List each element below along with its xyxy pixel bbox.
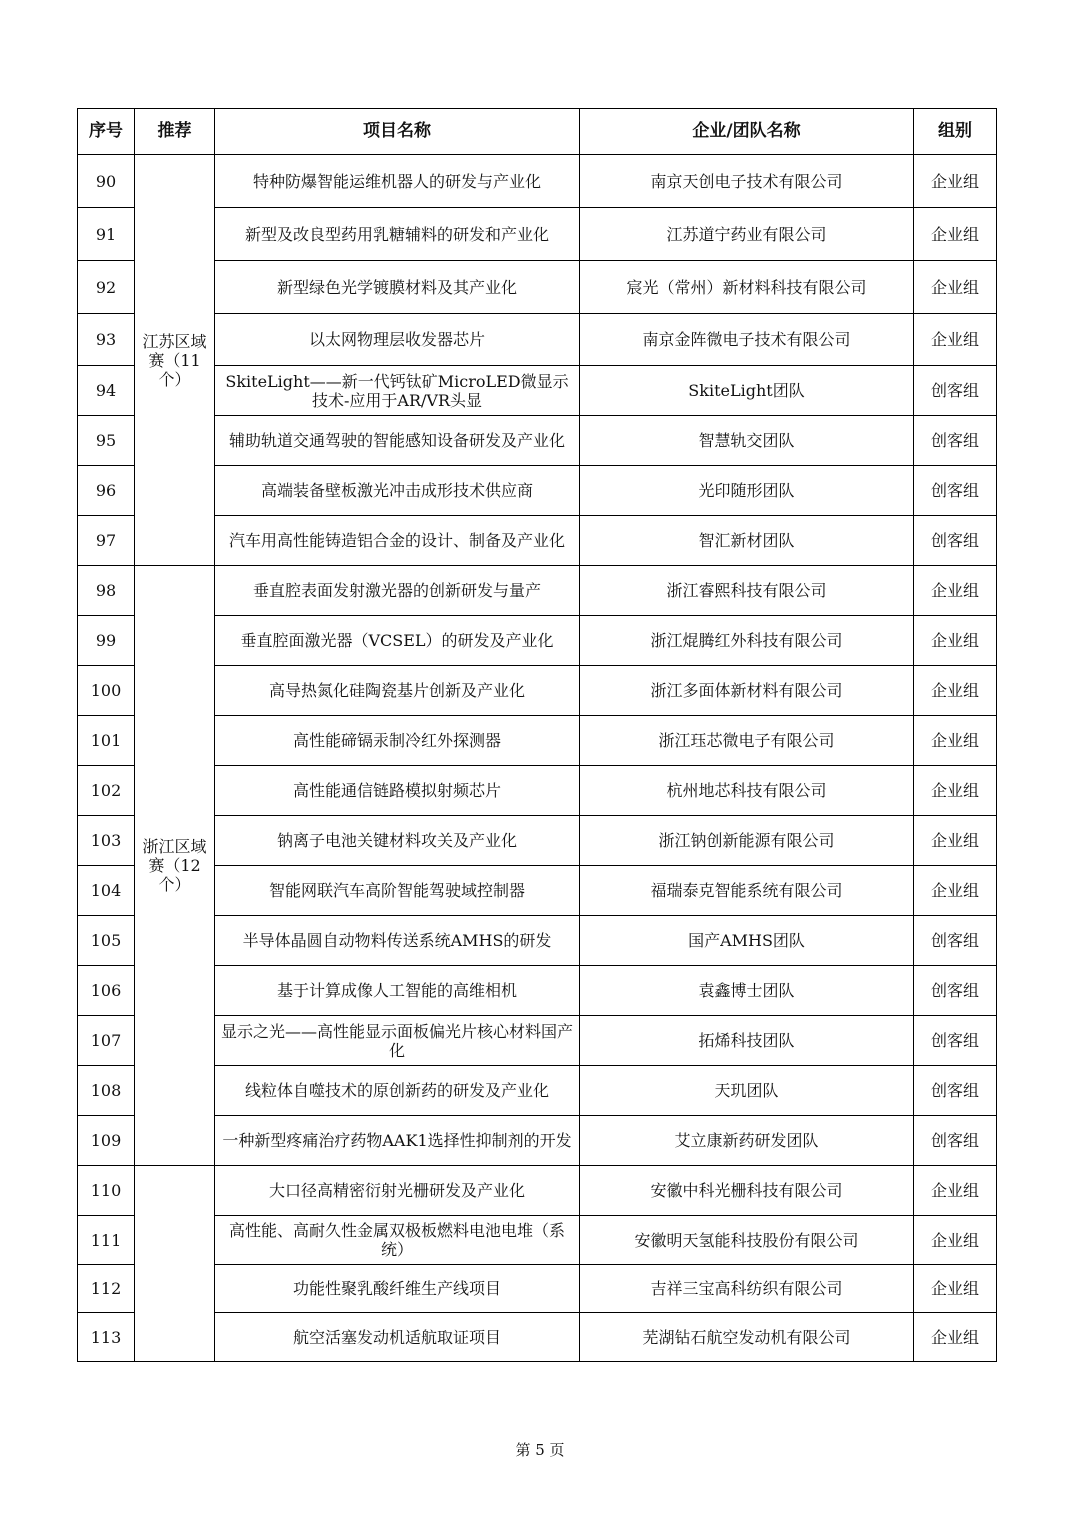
row-group: 创客组 xyxy=(914,416,997,466)
row-no: 95 xyxy=(78,416,135,466)
row-no: 107 xyxy=(78,1016,135,1066)
row-group: 企业组 xyxy=(914,1166,997,1216)
table-row xyxy=(78,1265,997,1313)
row-group: 创客组 xyxy=(914,966,997,1016)
row-no: 106 xyxy=(78,966,135,1016)
row-company: 安徽中科光栅科技有限公司 xyxy=(580,1166,914,1216)
row-group: 企业组 xyxy=(914,766,997,816)
header-company: 企业/团队名称 xyxy=(580,109,914,155)
row-company: 智慧轨交团队 xyxy=(580,416,914,466)
row-no: 94 xyxy=(78,366,135,416)
row-group: 企业组 xyxy=(914,1216,997,1265)
table-row xyxy=(78,314,997,366)
row-no: 90 xyxy=(78,155,135,208)
row-project: 高导热氮化硅陶瓷基片创新及产业化 xyxy=(215,666,580,716)
row-project: 高性能碲镉汞制冷红外探测器 xyxy=(215,716,580,766)
table-row xyxy=(78,766,997,816)
row-project: 大口径高精密衍射光栅研发及产业化 xyxy=(215,1166,580,1216)
table-row xyxy=(78,916,997,966)
row-project: 新型及改良型药用乳糖辅料的研发和产业化 xyxy=(215,208,580,261)
row-project: 基于计算成像人工智能的高维相机 xyxy=(215,966,580,1016)
row-no: 101 xyxy=(78,716,135,766)
header-recommend: 推荐 xyxy=(135,109,215,155)
table-row xyxy=(78,866,997,916)
row-company: 吉祥三宝高科纺织有限公司 xyxy=(580,1265,914,1313)
row-no: 100 xyxy=(78,666,135,716)
row-group: 企业组 xyxy=(914,616,997,666)
row-no: 98 xyxy=(78,566,135,616)
project-table xyxy=(77,108,997,1362)
row-company: SkiteLight团队 xyxy=(580,366,914,416)
row-project: 新型绿色光学镀膜材料及其产业化 xyxy=(215,261,580,314)
row-company: 袁鑫博士团队 xyxy=(580,966,914,1016)
row-company: 浙江钠创新能源有限公司 xyxy=(580,816,914,866)
row-group: 企业组 xyxy=(914,866,997,916)
row-company: 光印随形团队 xyxy=(580,466,914,516)
row-company: 天玑团队 xyxy=(580,1066,914,1116)
row-group: 创客组 xyxy=(914,366,997,416)
region-cell: 浙江区域赛（12个） xyxy=(135,566,215,1166)
table-row xyxy=(78,466,997,516)
row-group: 创客组 xyxy=(914,916,997,966)
row-group: 企业组 xyxy=(914,261,997,314)
table-row xyxy=(78,816,997,866)
table-row xyxy=(78,261,997,314)
table-row xyxy=(78,1116,997,1166)
row-company: 宸光（常州）新材料科技有限公司 xyxy=(580,261,914,314)
row-project: 一种新型疼痛治疗药物AAK1选择性抑制剂的开发 xyxy=(215,1116,580,1166)
row-company: 浙江焜腾红外科技有限公司 xyxy=(580,616,914,666)
row-no: 102 xyxy=(78,766,135,816)
table-row xyxy=(78,1066,997,1116)
header-group: 组别 xyxy=(914,109,997,155)
row-no: 105 xyxy=(78,916,135,966)
table-row xyxy=(78,966,997,1016)
row-group: 企业组 xyxy=(914,1313,997,1362)
row-no: 111 xyxy=(78,1216,135,1265)
table-row xyxy=(78,1216,997,1265)
row-company: 福瑞泰克智能系统有限公司 xyxy=(580,866,914,916)
table-row xyxy=(78,155,997,208)
table-row xyxy=(78,566,997,616)
page-number: 第 5 页 xyxy=(515,1441,565,1459)
row-project: SkiteLight——新一代钙钛矿MicroLED微显示技术-应用于AR/VR头显 xyxy=(215,366,580,416)
row-no: 97 xyxy=(78,516,135,566)
row-group: 企业组 xyxy=(914,155,997,208)
row-project: 显示之光——高性能显示面板偏光片核心材料国产化 xyxy=(215,1016,580,1066)
row-project: 垂直腔表面发射激光器的创新研发与量产 xyxy=(215,566,580,616)
row-project: 高性能通信链路模拟射频芯片 xyxy=(215,766,580,816)
row-company: 拓烯科技团队 xyxy=(580,1016,914,1066)
row-project: 航空活塞发动机适航取证项目 xyxy=(215,1313,580,1362)
row-group: 企业组 xyxy=(914,208,997,261)
row-project: 高端装备壁板激光冲击成形技术供应商 xyxy=(215,466,580,516)
row-no: 110 xyxy=(78,1166,135,1216)
table-row xyxy=(78,716,997,766)
row-company: 江苏道宁药业有限公司 xyxy=(580,208,914,261)
row-group: 创客组 xyxy=(914,1016,997,1066)
row-no: 112 xyxy=(78,1265,135,1313)
row-no: 113 xyxy=(78,1313,135,1362)
row-group: 创客组 xyxy=(914,1116,997,1166)
row-project: 智能网联汽车高阶智能驾驶域控制器 xyxy=(215,866,580,916)
row-company: 国产AMHS团队 xyxy=(580,916,914,966)
row-project: 特种防爆智能运维机器人的研发与产业化 xyxy=(215,155,580,208)
table-row xyxy=(78,666,997,716)
table-row xyxy=(78,366,997,416)
row-company: 智汇新材团队 xyxy=(580,516,914,566)
row-no: 92 xyxy=(78,261,135,314)
row-company: 南京天创电子技术有限公司 xyxy=(580,155,914,208)
row-group: 企业组 xyxy=(914,816,997,866)
row-project: 辅助轨道交通驾驶的智能感知设备研发及产业化 xyxy=(215,416,580,466)
row-group: 企业组 xyxy=(914,566,997,616)
row-no: 109 xyxy=(78,1116,135,1166)
row-company: 浙江睿熙科技有限公司 xyxy=(580,566,914,616)
row-group: 创客组 xyxy=(914,1066,997,1116)
table-row xyxy=(78,416,997,466)
row-group: 企业组 xyxy=(914,666,997,716)
row-project: 垂直腔面激光器（VCSEL）的研发及产业化 xyxy=(215,616,580,666)
row-project: 高性能、高耐久性金属双极板燃料电池电堆（系统） xyxy=(215,1216,580,1265)
table-row xyxy=(78,1313,997,1362)
row-no: 99 xyxy=(78,616,135,666)
header-project: 项目名称 xyxy=(215,109,580,155)
table-row xyxy=(78,616,997,666)
table-body xyxy=(78,155,997,1362)
row-project: 功能性聚乳酸纤维生产线项目 xyxy=(215,1265,580,1313)
region-cell: 江苏区域赛（11个） xyxy=(135,155,215,566)
row-group: 企业组 xyxy=(914,716,997,766)
table-row xyxy=(78,1016,997,1066)
row-no: 93 xyxy=(78,314,135,366)
table-row xyxy=(78,1166,997,1216)
region-cell xyxy=(135,1166,215,1362)
row-company: 安徽明天氢能科技股份有限公司 xyxy=(580,1216,914,1265)
row-company: 南京金阵微电子技术有限公司 xyxy=(580,314,914,366)
row-group: 企业组 xyxy=(914,314,997,366)
row-no: 104 xyxy=(78,866,135,916)
row-project: 线粒体自噬技术的原创新药的研发及产业化 xyxy=(215,1066,580,1116)
table-row xyxy=(78,516,997,566)
table-row xyxy=(78,208,997,261)
row-company: 浙江多面体新材料有限公司 xyxy=(580,666,914,716)
row-group: 创客组 xyxy=(914,466,997,516)
row-no: 103 xyxy=(78,816,135,866)
row-group: 企业组 xyxy=(914,1265,997,1313)
row-no: 91 xyxy=(78,208,135,261)
row-company: 艾立康新药研发团队 xyxy=(580,1116,914,1166)
row-project: 以太网物理层收发器芯片 xyxy=(215,314,580,366)
row-company: 芜湖钻石航空发动机有限公司 xyxy=(580,1313,914,1362)
row-company: 浙江珏芯微电子有限公司 xyxy=(580,716,914,766)
row-project: 半导体晶圆自动物料传送系统AMHS的研发 xyxy=(215,916,580,966)
header-no: 序号 xyxy=(78,109,135,155)
row-group: 创客组 xyxy=(914,516,997,566)
row-project: 汽车用高性能铸造铝合金的设计、制备及产业化 xyxy=(215,516,580,566)
row-no: 108 xyxy=(78,1066,135,1116)
row-no: 96 xyxy=(78,466,135,516)
row-project: 钠离子电池关键材料攻关及产业化 xyxy=(215,816,580,866)
header-row xyxy=(78,109,997,155)
row-company: 杭州地芯科技有限公司 xyxy=(580,766,914,816)
